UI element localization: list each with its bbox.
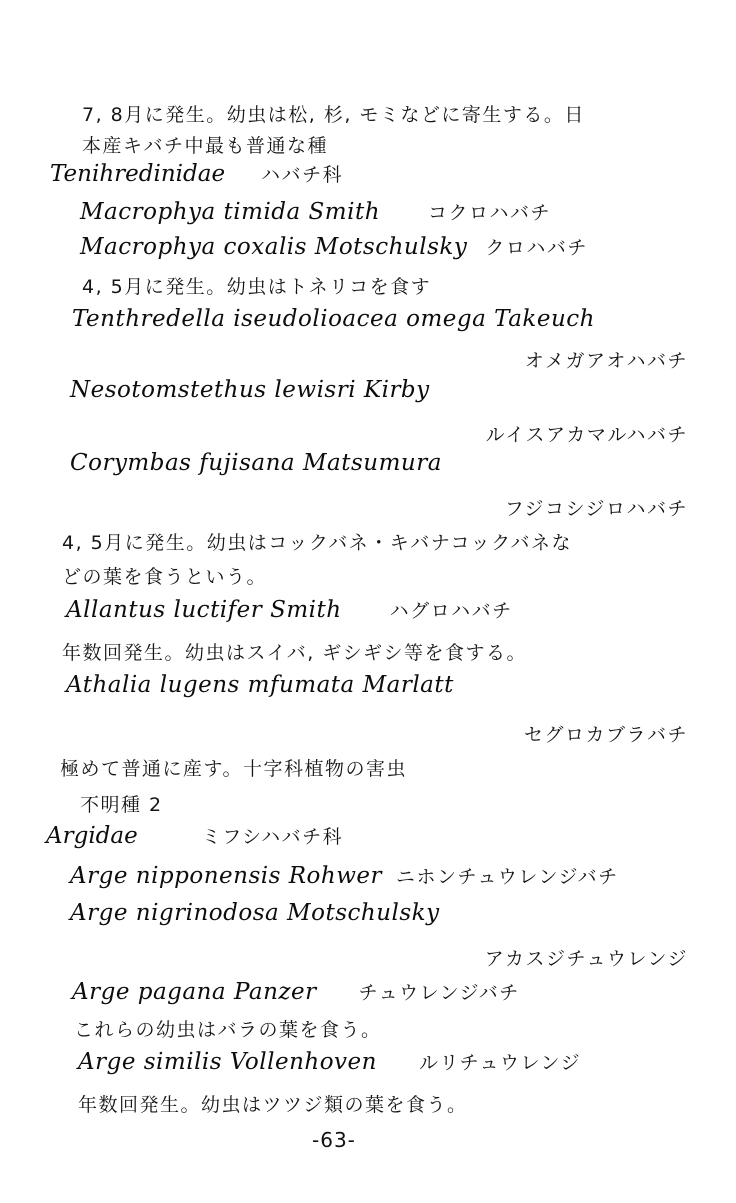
species-japanese-name [505, 494, 688, 521]
page-number-text: -63- [312, 1128, 356, 1152]
species-japanese-name: クロハバチ [485, 237, 588, 259]
species-japanese-name: ハグロハバチ [389, 600, 513, 622]
line-text: Corymbas fujisana Matsumura [70, 450, 442, 476]
text-line [62, 528, 572, 555]
line-text: 4, 5月に発生。幼虫はトネリコを食す [82, 276, 432, 298]
line-text: フジコシジロハバチ [504, 498, 688, 520]
line-text: Nesotomstethus lewisri Kirby [70, 377, 430, 403]
species-entry [66, 596, 513, 623]
species-latin-name: Arge pagana Panzer [72, 979, 317, 1005]
line-text: 7, 8月に発生。幼虫は松, 杉, モミなどに寄生する。日 [82, 104, 585, 126]
family-latin-name: Argidae [46, 823, 138, 849]
species-latin-name [70, 900, 440, 926]
line-text: Athalia lugens mfumata Marlatt [66, 672, 454, 698]
species-latin-name: Macrophya coxalis Motschulsky [80, 234, 468, 260]
species-japanese-name [525, 346, 688, 373]
species-latin-name: Allantus luctifer Smith [66, 597, 342, 623]
text-line [60, 754, 407, 781]
line-text: 年数回発生。幼虫はツツジ類の葉を食う。 [78, 1094, 468, 1116]
species-entry [78, 1048, 581, 1075]
text-line [82, 131, 328, 158]
species-entry [80, 233, 588, 260]
species-japanese-name: コクロハバチ [428, 202, 552, 224]
species-japanese-name: チュウレンジバチ [358, 982, 520, 1004]
family-heading [50, 160, 343, 187]
line-text: 年数回発生。幼虫はスイバ, ギシギシ等を食する。 [62, 642, 527, 664]
text-line [78, 1090, 468, 1117]
line-text: ルイスアカマルハバチ [485, 424, 688, 446]
text-line [82, 272, 431, 299]
species-japanese-name [485, 944, 688, 971]
line-text: 本産キバチ中最も普通な種 [82, 135, 329, 157]
species-japanese-name [486, 420, 688, 447]
family-heading [46, 822, 343, 849]
species-latin-name: Arge nipponensis Rohwer [70, 863, 382, 889]
text-line [82, 100, 585, 127]
line-text: どの葉を食うという。 [62, 566, 268, 588]
line-text: アカスジチュウレンジ [484, 948, 688, 970]
species-japanese-name [524, 720, 688, 747]
line-text: セグロカブラバチ [523, 724, 688, 746]
species-latin-name [70, 450, 442, 476]
line-text: Tenthredella iseudolioacea omega Takeuch [72, 306, 595, 332]
line-text: 極めて普通に産す。十字科植物の害虫 [60, 758, 407, 780]
text-line [80, 790, 163, 817]
text-line [62, 562, 267, 589]
species-japanese-name: ニホンチュウレンジバチ [396, 866, 619, 888]
line-text: 不明種 2 [80, 794, 163, 816]
species-latin-name [66, 672, 454, 698]
species-latin-name [72, 306, 595, 332]
species-entry [72, 978, 520, 1005]
species-entry [80, 198, 551, 225]
species-latin-name: Macrophya timida Smith [80, 199, 381, 225]
text-line [62, 638, 527, 665]
line-text: 4, 5月に発生。幼虫はコックバネ・キバナコックバネな [62, 532, 572, 554]
line-text: オメガアオハバチ [524, 350, 688, 372]
species-japanese-name: ルリチュウレンジ [418, 1052, 582, 1074]
species-latin-name: Arge similis Vollenhoven [78, 1049, 377, 1075]
species-latin-name [70, 377, 430, 403]
species-entry [70, 862, 619, 889]
family-latin-name: Tenihredinidae [50, 161, 226, 187]
family-japanese-name: ミフシハバチ科 [201, 826, 344, 848]
family-japanese-name: ハバチ科 [261, 164, 344, 186]
line-text: Arge nigrinodosa Motschulsky [70, 900, 440, 926]
text-line [74, 1015, 382, 1042]
line-text: これらの幼虫はバラの葉を食う。 [74, 1019, 382, 1041]
page-number [312, 1128, 356, 1152]
